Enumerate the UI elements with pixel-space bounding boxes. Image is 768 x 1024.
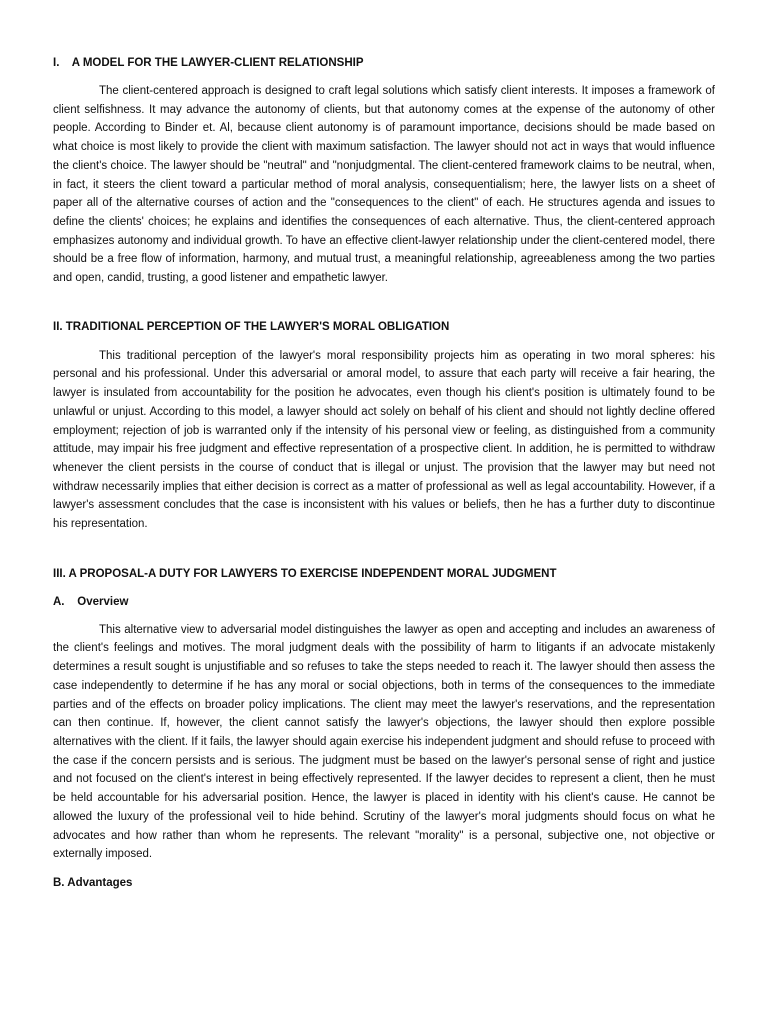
subsection-a-paragraph: This alternative view to adversarial model distinguishes the lawyer as open and accepting and includes an awareness of the client's feelings and motives. The moral judgment deals with the possibility of harm to litigants if an advocate mistakenly determines a result sought is unjustifiable and so refuses to take the steps needed to reach it. The lawyer should then assess the case independently to determine if he has any moral or social objections, both in terms of the consequences to the immediate parties and of the effects on broader policy implications. The client may meet the lawyer's reservations, and the representation can then continue. If, however, the client cannot satisfy the lawyer's objections, the lawyer should then explore possible alternatives with the client. If it fails, the lawyer should again exercise his independent judgment and should refuse to proceed with the case if the concern persists and is serious. The judgment must be based on the lawyer's personal sense of right and justice and not focused on the client's interest in being effectively represented. If the lawyer decides to represent a client, then he must be held accountable for his adversarial position. Hence, the lawyer is placed in identity with his client's cause. He cannot be allowed the luxury of the professional veil to hide behind. Scrutiny of the lawyer's moral judgments should focus on what he advocates and how rather than whom he represents. The relevant "morality" is a personal, subjective one, not objective or externally imposed. — [53, 623, 715, 861]
section-2-heading: II. TRADITIONAL PERCEPTION OF THE LAWYER'S MORAL OBLIGATION — [53, 320, 450, 333]
document-page — [53, 54, 715, 892]
section-1-heading: I. A MODEL FOR THE LAWYER-CLIENT RELATIONSHIP — [53, 57, 364, 69]
section-2-paragraph: This traditional perception of the lawyer's moral responsibility projects him as operating in two moral spheres: his personal and his professional. Under this adversarial or amoral model, to assure that each party will receive a fair hearing, the lawyer is insulated from accountability for the position he advocates, even though his client's position is ultimately found to be unlawful or unjust. According to this model, a lawyer should act solely on behalf of his client and should not lightly decline offered employment; rejection of job is warranted only if the intensity of his personal view or feeling, as distinguished from a community attitude, may impair his free judgment and effective representation of a prospective client. In addition, he is permitted to withdraw whenever the client persists in the course of conduct that is illegal or unjust. The provision that the lawyer may but need not withdraw necessarily implies that either decision is correct as a matter of professional as well as legal accountability. However, if a lawyer's assessment concludes that the case is inconsistent with his values or beliefs, then he has a further duty to discontinue his representation. — [53, 349, 715, 531]
section-3-heading: III. A PROPOSAL-A DUTY FOR LAWYERS TO EXERCISE INDEPENDENT MORAL JUDGMENT — [53, 567, 557, 580]
subsection-b-heading: B. Advantages — [53, 876, 133, 889]
section-1-paragraph: The client-centered approach is designed to craft legal solutions which satisfy client interests. It imposes a framework of client selfishness. It may advance the autonomy of clients, but that autonomy comes at the expense of the autonomy of other people. According to Binder et. Al, because client autonomy is of paramount importance, decisions should be made based on what choice is most likely to provide the client with maximum satisfaction. The lawyer should not act in ways that would influence the client's choice. The lawyer should be "neutral" and "nonjudgmental. The client-centered framework claims to be neutral, when, in fact, it steers the client toward a particular method of moral analysis, consequentialism; here, the lawyer lists on a sheet of paper all of the alternative courses of action and the "consequences to the client" of each. He structures agenda and issues to define the clients' choices; he explains and identifies the consequences of each alternative. Thus, the client-centered approach emphasizes autonomy and individual growth. To have an effective client-lawyer relationship under the client-centered model, there should be a free flow of information, harmony, and mutual trust, a meaningful relationship, agreeableness among the two parties and open, candid, trusting, a good listener and empathetic lawyer. — [53, 85, 715, 285]
subsection-a-heading: A. Overview — [53, 595, 129, 608]
